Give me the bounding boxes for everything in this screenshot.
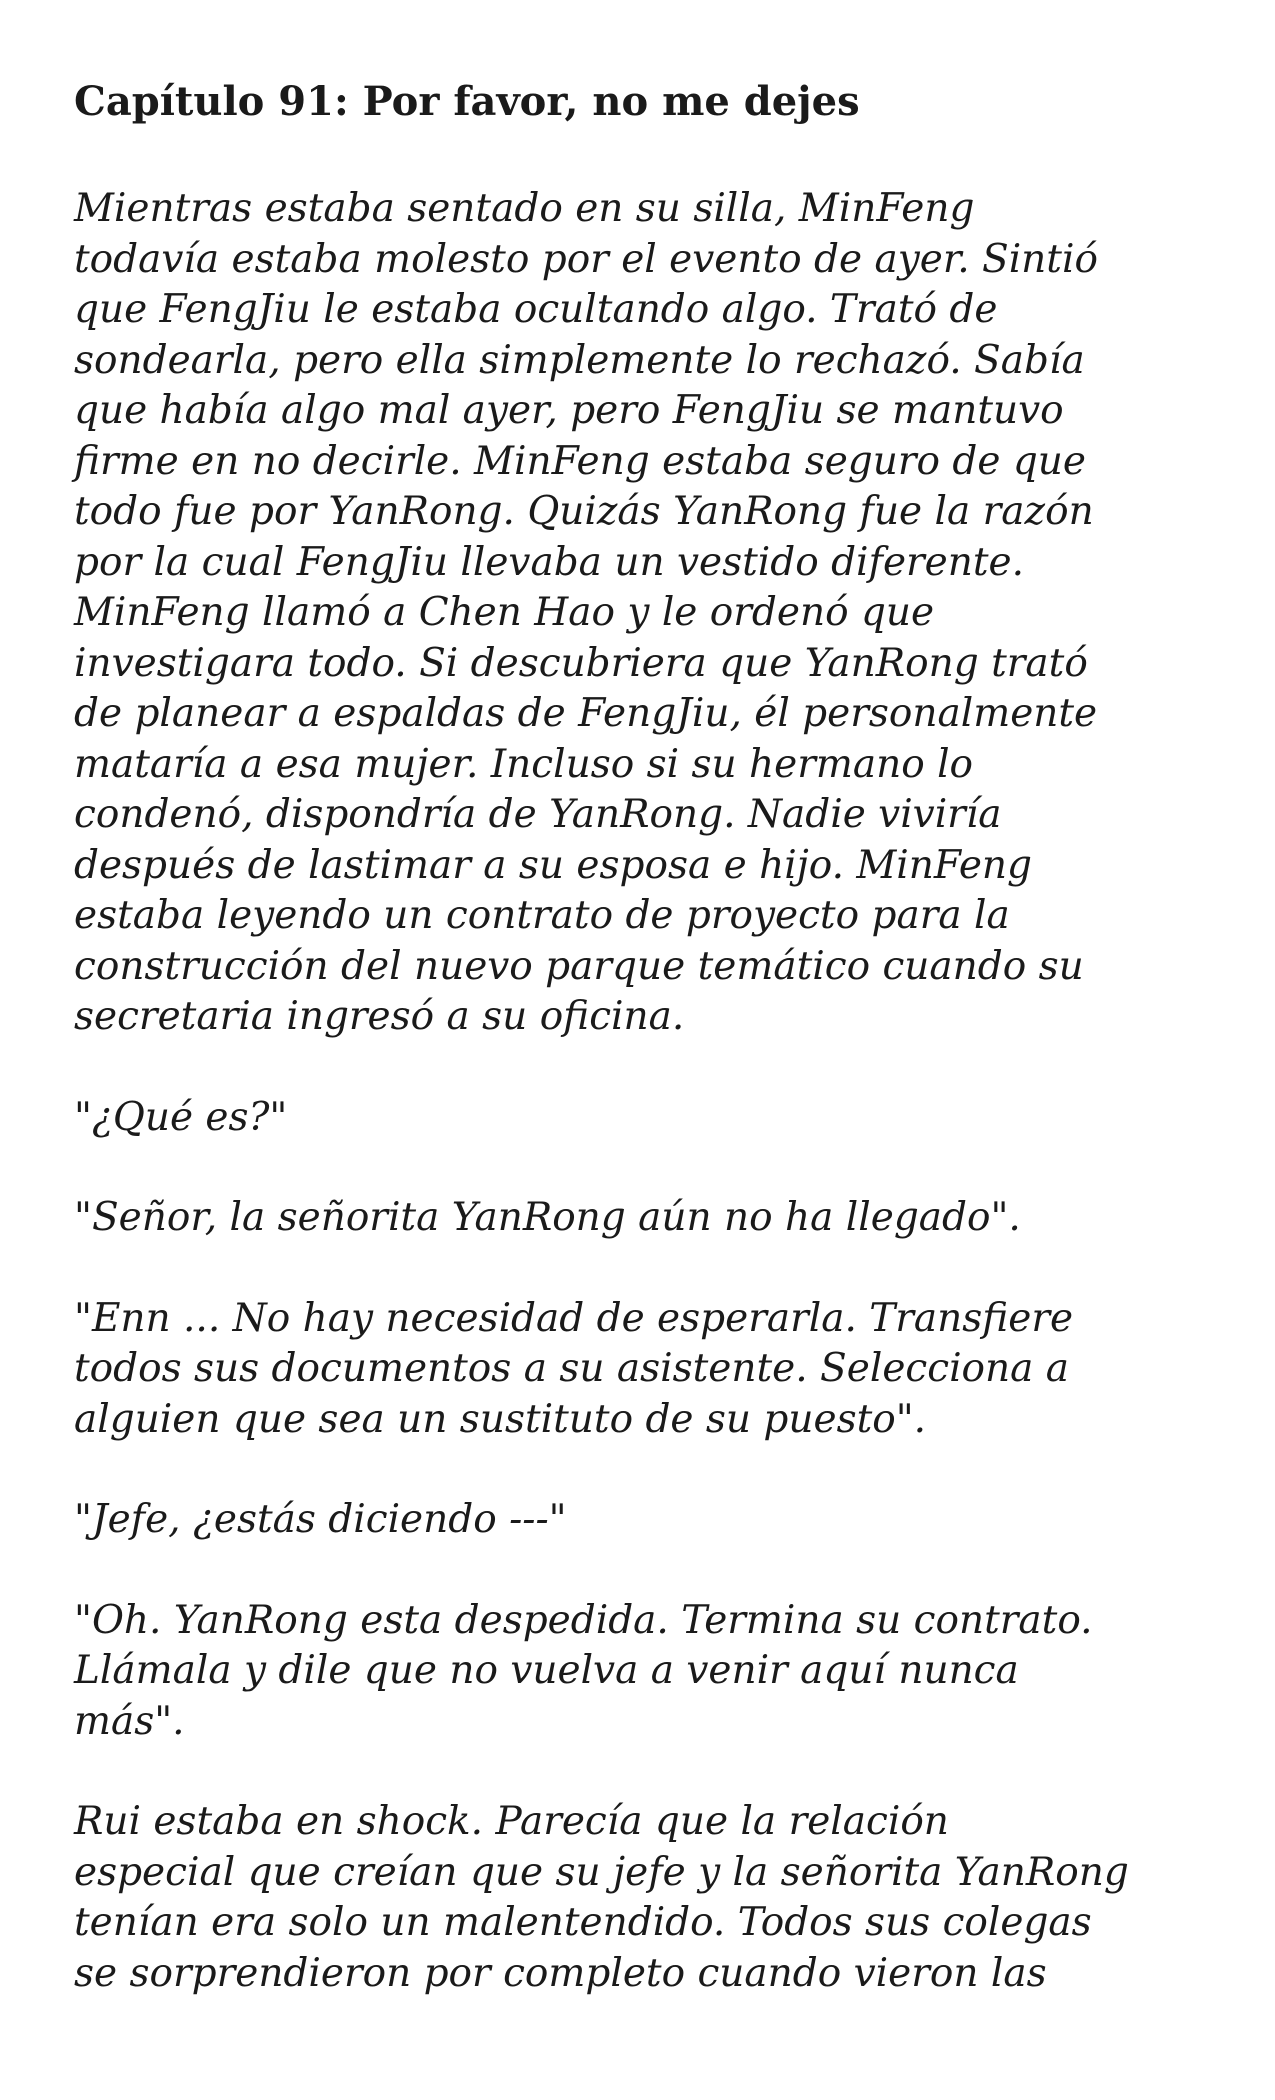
text-line: más". (74, 1698, 185, 1744)
paragraph-narration-2 (74, 1797, 1214, 1999)
text-line: investigara todo. Si descubriera que YanRong trató (74, 640, 1088, 686)
text-line: se sorprendieron por completo cuando vieron las (74, 1950, 1047, 1996)
document-page (74, 70, 1214, 2049)
text-line: mataría a esa mujer. Incluso si su hermano lo (74, 741, 974, 787)
text-line: por la cual FengJiu llevaba un vestido diferente. (74, 539, 1025, 585)
text-line: de planear a espaldas de FengJiu, él personalmente (74, 691, 1098, 736)
chapter-title: Capítulo 91: Por favor, no me dejes (74, 78, 860, 125)
text-line: tenían era solo un malentendido. Todos sus colegas (74, 1900, 1092, 1945)
text-line: "Oh. YanRong esta despedida. Termina su contrato. (74, 1597, 1093, 1643)
text-line: todavía estaba molesto por el evento de ayer. Sintió (74, 236, 1098, 282)
text-line: firme en no decirle. MinFeng estaba seguro de que (74, 438, 1087, 484)
text-line: construcción del nuevo parque temático cuando su (74, 943, 1084, 989)
text-line: condenó, dispondría de YanRong. Nadie viviría (74, 792, 1002, 837)
text-line: estaba leyendo un contrato de proyecto para la (74, 893, 1010, 938)
paragraph-dialogue-4 (74, 1495, 1214, 1546)
text-line: que había algo mal ayer, pero FengJiu se mantuvo (74, 388, 1064, 433)
text-line: "Enn ... No hay necesidad de esperarla. Transfiere (74, 1295, 1074, 1341)
paragraph-narration-1 (74, 184, 1214, 1043)
paragraph-dialogue-5 (74, 1596, 1214, 1748)
text-line: secretaria ingresó a su oficina. (74, 994, 685, 1039)
text-line: todos sus documentos a su asistente. Selecciona a (74, 1346, 1070, 1391)
text-line: sondearla, pero ella simplemente lo rechazó. Sabía (74, 337, 1085, 383)
text-line: Rui estaba en shock. Parecía que la relación (74, 1799, 949, 1844)
text-line: Mientras estaba sentado en su silla, MinFeng (74, 186, 975, 231)
text-line: que FengJiu le estaba ocultando algo. Trató de (74, 287, 998, 332)
text-line: Llámala y dile que no vuelva a venir aquí nunca (74, 1648, 1019, 1693)
text-line: "Jefe, ¿estás diciendo ---" (74, 1497, 567, 1542)
paragraph-dialogue-1 (74, 1093, 1214, 1144)
text-line: MinFeng llamó a Chen Hao y le ordenó que (74, 590, 935, 635)
text-line: todo fue por YanRong. Quizás YanRong fue la razón (74, 489, 1094, 534)
text-line: "¿Qué es?" (74, 1094, 288, 1140)
text-line: "Señor, la señorita YanRong aún no ha llegado". (74, 1195, 1021, 1240)
text-line: alguien que sea un sustituto de su puesto". (74, 1396, 927, 1442)
text-line: especial que creían que su jefe y la señorita YanRong (74, 1849, 1129, 1895)
text-line: después de lastimar a su esposa e hijo. MinFeng (74, 842, 1032, 888)
paragraph-dialogue-3 (74, 1294, 1214, 1446)
paragraph-dialogue-2 (74, 1193, 1214, 1244)
